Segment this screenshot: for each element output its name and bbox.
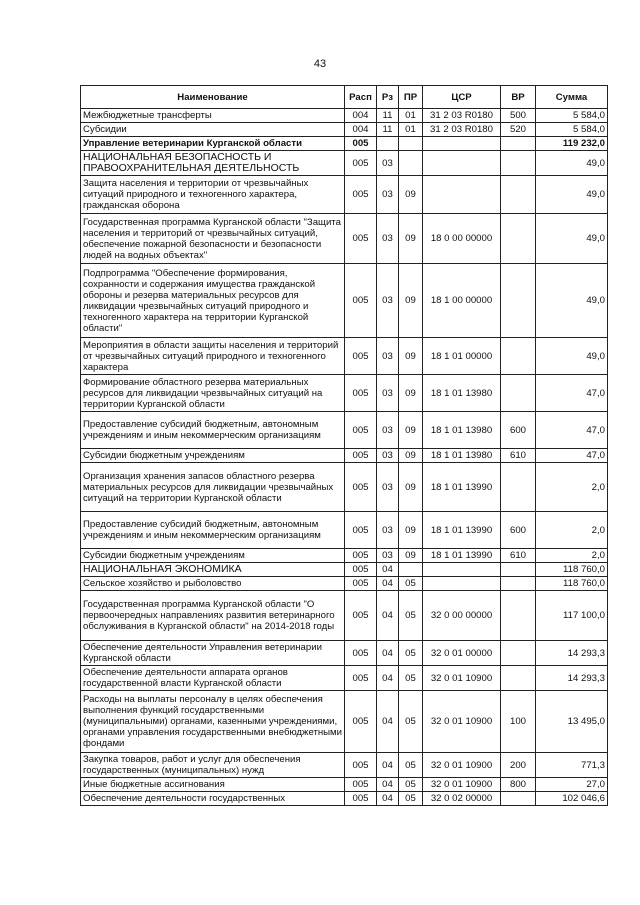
cell-pr: 09 — [399, 512, 423, 549]
cell-vr: 600 — [501, 512, 536, 549]
cell-rz: 03 — [377, 463, 399, 512]
cell-name: Государственная программа Курганской области "О первоочередных направлениях развития ветеринарного обслуживания в Курганской области" на 2014-2018 годы — [81, 591, 345, 641]
cell-rasp: 005 — [345, 563, 377, 577]
cell-sum: 5 584,0 — [536, 109, 608, 123]
cell-pr: 09 — [399, 176, 423, 214]
cell-csr — [423, 137, 501, 151]
cell-name: Межбюджетные трансферты — [81, 109, 345, 123]
cell-sum: 49,0 — [536, 151, 608, 176]
cell-rz: 03 — [377, 176, 399, 214]
cell-rasp: 005 — [345, 449, 377, 463]
cell-pr: 05 — [399, 641, 423, 666]
header-rasp: Расп — [345, 86, 377, 109]
cell-csr: 18 1 01 13990 — [423, 512, 501, 549]
cell-pr — [399, 563, 423, 577]
cell-rz: 03 — [377, 264, 399, 338]
cell-csr: 18 1 01 13980 — [423, 375, 501, 412]
cell-name: Организация хранения запасов областного резерва материальных ресурсов для ликвидации чрезвычайных ситуаций на территории Курганской области — [81, 463, 345, 512]
cell-pr: 05 — [399, 577, 423, 591]
cell-csr: 31 2 03 R0180 — [423, 109, 501, 123]
cell-csr — [423, 151, 501, 176]
table-row — [81, 338, 608, 375]
cell-vr — [501, 214, 536, 264]
cell-csr: 32 0 01 10900 — [423, 666, 501, 691]
cell-sum: 13 495,0 — [536, 691, 608, 753]
cell-vr: 520 — [501, 123, 536, 137]
cell-name: Управление ветеринарии Курганской области — [81, 137, 345, 151]
cell-rz: 03 — [377, 214, 399, 264]
cell-vr — [501, 176, 536, 214]
cell-csr — [423, 176, 501, 214]
cell-sum: 118 760,0 — [536, 577, 608, 591]
cell-rz — [377, 137, 399, 151]
cell-pr — [399, 151, 423, 176]
cell-sum: 14 293,3 — [536, 666, 608, 691]
cell-name: Субсидии — [81, 123, 345, 137]
cell-rz: 03 — [377, 512, 399, 549]
cell-vr — [501, 792, 536, 806]
cell-rasp: 005 — [345, 778, 377, 792]
cell-csr: 32 0 01 10900 — [423, 753, 501, 778]
cell-csr: 32 0 02 00000 — [423, 792, 501, 806]
cell-csr — [423, 563, 501, 577]
cell-rz: 11 — [377, 109, 399, 123]
table-row — [81, 778, 608, 792]
cell-csr: 18 1 01 13980 — [423, 412, 501, 449]
cell-sum: 118 760,0 — [536, 563, 608, 577]
cell-rz: 03 — [377, 151, 399, 176]
cell-sum: 27,0 — [536, 778, 608, 792]
cell-csr: 18 0 00 00000 — [423, 214, 501, 264]
header-pr: ПР — [399, 86, 423, 109]
cell-sum: 119 232,0 — [536, 137, 608, 151]
cell-csr: 18 1 01 13990 — [423, 463, 501, 512]
cell-rasp: 005 — [345, 591, 377, 641]
cell-pr: 09 — [399, 264, 423, 338]
cell-name: Закупка товаров, работ и услуг для обеспечения государственных (муниципальных) нужд — [81, 753, 345, 778]
cell-rasp: 005 — [345, 666, 377, 691]
cell-csr: 32 0 01 00000 — [423, 641, 501, 666]
table-row — [81, 214, 608, 264]
cell-rasp: 005 — [345, 338, 377, 375]
cell-pr: 05 — [399, 792, 423, 806]
cell-rasp: 005 — [345, 577, 377, 591]
cell-rz: 04 — [377, 563, 399, 577]
cell-pr: 09 — [399, 214, 423, 264]
table-row — [81, 137, 608, 151]
cell-name: Предоставление субсидий бюджетным, автономным учреждениям и иным некоммерческим организациям — [81, 412, 345, 449]
table-row — [81, 412, 608, 449]
cell-vr — [501, 338, 536, 375]
cell-pr: 09 — [399, 549, 423, 563]
cell-rz: 03 — [377, 449, 399, 463]
cell-pr: 09 — [399, 412, 423, 449]
cell-pr: 09 — [399, 338, 423, 375]
cell-csr: 18 1 01 13990 — [423, 549, 501, 563]
cell-sum: 5 584,0 — [536, 123, 608, 137]
header-name: Наименование — [81, 86, 345, 109]
cell-csr: 32 0 01 10900 — [423, 778, 501, 792]
page-number: 43 — [313, 58, 327, 70]
cell-vr: 610 — [501, 449, 536, 463]
cell-sum: 117 100,0 — [536, 591, 608, 641]
cell-sum: 49,0 — [536, 214, 608, 264]
cell-sum: 2,0 — [536, 549, 608, 563]
cell-rasp: 005 — [345, 264, 377, 338]
cell-csr: 18 1 00 00000 — [423, 264, 501, 338]
cell-pr: 05 — [399, 778, 423, 792]
cell-name: Защита населения и территории от чрезвычайных ситуаций природного и техногенного характера, гражданская оборона — [81, 176, 345, 214]
cell-name: Обеспечение деятельности Управления ветеринарии Курганской области — [81, 641, 345, 666]
cell-sum: 49,0 — [536, 264, 608, 338]
cell-vr: 800 — [501, 778, 536, 792]
cell-vr: 600 — [501, 412, 536, 449]
cell-csr: 31 2 03 R0180 — [423, 123, 501, 137]
cell-vr — [501, 151, 536, 176]
cell-vr — [501, 463, 536, 512]
cell-rasp: 005 — [345, 176, 377, 214]
cell-pr: 01 — [399, 109, 423, 123]
table-row — [81, 666, 608, 691]
budget-table — [80, 85, 608, 806]
table-row — [81, 176, 608, 214]
cell-pr: 09 — [399, 375, 423, 412]
cell-name: Субсидии бюджетным учреждениям — [81, 449, 345, 463]
cell-pr: 05 — [399, 591, 423, 641]
header-vr: ВР — [501, 86, 536, 109]
cell-rz: 04 — [377, 666, 399, 691]
table-row — [81, 563, 608, 577]
cell-name: Формирование областного резерва материальных ресурсов для ликвидации чрезвычайных ситуаций на территории Курганской области — [81, 375, 345, 412]
cell-rz: 04 — [377, 778, 399, 792]
cell-csr: 32 0 01 10900 — [423, 691, 501, 753]
cell-vr — [501, 666, 536, 691]
cell-rasp: 004 — [345, 123, 377, 137]
cell-rasp: 005 — [345, 375, 377, 412]
cell-name: Расходы на выплаты персоналу в целях обеспечения выполнения функций государственными (муниципальными) органами, казенными учреждениями, органами управления государственными внебюджетными фондами — [81, 691, 345, 753]
cell-rz: 04 — [377, 792, 399, 806]
cell-vr: 610 — [501, 549, 536, 563]
table-row — [81, 463, 608, 512]
cell-sum: 14 293,3 — [536, 641, 608, 666]
table-row — [81, 109, 608, 123]
cell-name: Субсидии бюджетным учреждениям — [81, 549, 345, 563]
cell-pr — [399, 137, 423, 151]
cell-vr: 100 — [501, 691, 536, 753]
cell-rasp: 005 — [345, 412, 377, 449]
cell-rasp: 005 — [345, 214, 377, 264]
cell-sum: 49,0 — [536, 338, 608, 375]
cell-rasp: 005 — [345, 753, 377, 778]
cell-name: Предоставление субсидий бюджетным, автономным учреждениям и иным некоммерческим организациям — [81, 512, 345, 549]
table-row — [81, 449, 608, 463]
cell-name: НАЦИОНАЛЬНАЯ ЭКОНОМИКА — [81, 563, 345, 577]
cell-rasp: 005 — [345, 641, 377, 666]
cell-vr — [501, 563, 536, 577]
cell-rasp: 005 — [345, 691, 377, 753]
cell-sum: 771,3 — [536, 753, 608, 778]
cell-name: Подпрограмма "Обеспечение формирования, сохранности и содержания имущества гражданской обороны и резерва материальных ресурсов для ликвидации чрезвычайных ситуаций природного и техногенного характера на территории Курганской области" — [81, 264, 345, 338]
table-row — [81, 549, 608, 563]
cell-name: Государственная программа Курганской области "Защита населения и территорий от чрезвычайных ситуаций, обеспечение пожарной безопасности и безопасности людей на водных объектах" — [81, 214, 345, 264]
cell-pr: 05 — [399, 666, 423, 691]
cell-rasp: 005 — [345, 512, 377, 549]
cell-name: Обеспечение деятельности государственных — [81, 792, 345, 806]
header-rz: Рз — [377, 86, 399, 109]
cell-csr: 18 1 01 00000 — [423, 338, 501, 375]
cell-rz: 03 — [377, 375, 399, 412]
cell-sum: 47,0 — [536, 375, 608, 412]
cell-rasp: 004 — [345, 109, 377, 123]
table-row — [81, 151, 608, 176]
cell-pr: 09 — [399, 463, 423, 512]
header-sum: Сумма — [536, 86, 608, 109]
cell-rasp: 005 — [345, 151, 377, 176]
cell-rz: 04 — [377, 753, 399, 778]
cell-csr: 32 0 00 00000 — [423, 591, 501, 641]
cell-vr: 500 — [501, 109, 536, 123]
header-row — [81, 86, 608, 109]
table-row — [81, 792, 608, 806]
cell-csr — [423, 577, 501, 591]
cell-vr — [501, 137, 536, 151]
cell-pr: 01 — [399, 123, 423, 137]
cell-rz: 11 — [377, 123, 399, 137]
cell-name: Иные бюджетные ассигнования — [81, 778, 345, 792]
table-row — [81, 753, 608, 778]
cell-vr: 200 — [501, 753, 536, 778]
table-row — [81, 512, 608, 549]
cell-rasp: 005 — [345, 137, 377, 151]
cell-sum: 2,0 — [536, 512, 608, 549]
cell-rz: 04 — [377, 641, 399, 666]
table-row — [81, 591, 608, 641]
cell-name: Мероприятия в области защиты населения и территорий от чрезвычайных ситуаций природного и техногенного характера — [81, 338, 345, 375]
cell-vr — [501, 641, 536, 666]
cell-pr: 05 — [399, 691, 423, 753]
cell-rz: 04 — [377, 691, 399, 753]
table-row — [81, 375, 608, 412]
cell-rasp: 005 — [345, 792, 377, 806]
cell-sum: 47,0 — [536, 449, 608, 463]
cell-rz: 03 — [377, 412, 399, 449]
cell-rz: 04 — [377, 591, 399, 641]
cell-vr — [501, 264, 536, 338]
table-row — [81, 641, 608, 666]
cell-pr: 05 — [399, 753, 423, 778]
cell-sum: 2,0 — [536, 463, 608, 512]
cell-sum: 47,0 — [536, 412, 608, 449]
cell-rasp: 005 — [345, 549, 377, 563]
cell-vr — [501, 375, 536, 412]
cell-rz: 04 — [377, 577, 399, 591]
cell-rasp: 005 — [345, 463, 377, 512]
table-row — [81, 264, 608, 338]
cell-name: НАЦИОНАЛЬНАЯ БЕЗОПАСНОСТЬ И ПРАВООХРАНИТЕЛЬНАЯ ДЕЯТЕЛЬНОСТЬ — [81, 151, 345, 176]
cell-vr — [501, 577, 536, 591]
cell-name: Сельское хозяйство и рыболовство — [81, 577, 345, 591]
cell-rz: 03 — [377, 338, 399, 375]
table-row — [81, 123, 608, 137]
cell-name: Обеспечение деятельности аппарата органов государственной власти Курганской области — [81, 666, 345, 691]
table-row — [81, 577, 608, 591]
cell-sum: 102 046,6 — [536, 792, 608, 806]
cell-csr: 18 1 01 13980 — [423, 449, 501, 463]
table-row — [81, 691, 608, 753]
cell-sum: 49,0 — [536, 176, 608, 214]
cell-vr — [501, 591, 536, 641]
header-csr: ЦСР — [423, 86, 501, 109]
cell-rz: 03 — [377, 549, 399, 563]
cell-pr: 09 — [399, 449, 423, 463]
